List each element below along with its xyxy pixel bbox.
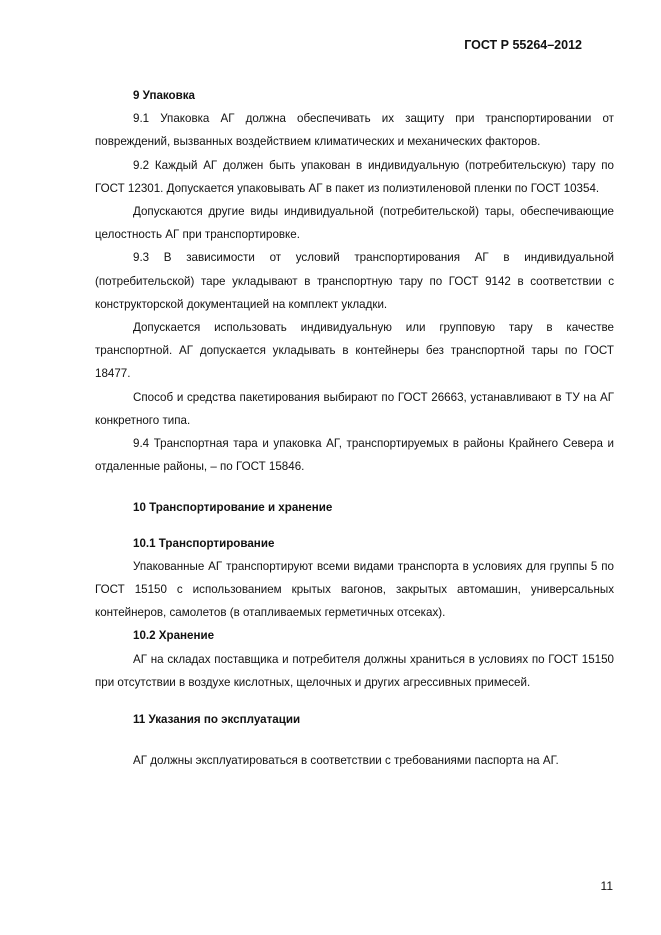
section-11-title: 11 Указания по эксплуатации xyxy=(133,713,301,727)
document-code-header: ГОСТ Р 55264–2012 xyxy=(464,38,582,52)
paragraph-9-2: 9.2 Каждый АГ должен быть упакован в индивидуальную (потребительскую) тару по ГОСТ 12301. Допускается упаковывать АГ в пакет из полиэтиленовой пленки по ГОСТ 10354. xyxy=(95,158,614,195)
paragraph-11: АГ должны эксплуатироваться в соответствии с требованиями паспорта на АГ. xyxy=(133,754,559,768)
paragraph-10-1: Упакованные АГ транспортируют всеми видами транспорта в условиях для группы 5 по ГОСТ 15150 с использованием крытых вагонов, закрытых автомашин, универсальных контейнеров, самолетов (в отапливаемых герметичных отсеках). xyxy=(95,559,614,620)
section-10-1-title: 10.1 Транспортирование xyxy=(133,536,275,550)
section-9-title: 9 Упаковка xyxy=(133,89,195,102)
paragraph-9-2-continued: Допускаются другие виды индивидуальной (потребительской) тары, обеспечивающие целостность АГ при транспортировке. xyxy=(95,205,614,242)
paragraph-9-4: 9.4 Транспортная тара и упаковка АГ, транспортируемых в районы Крайнего Севера и отдаленные районы, – по ГОСТ 15846. xyxy=(95,437,614,474)
section-10-2-title: 10.2 Хранение xyxy=(133,629,215,643)
section-10-title: 10 Транспортирование и хранение xyxy=(133,501,333,515)
paragraph-9-3-packaging: Способ и средства пакетирования выбирают по ГОСТ 26663, устанавливают в ТУ на АГ конкретного типа. xyxy=(95,390,614,427)
paragraph-9-3-continued: Допускается использовать индивидуальную или групповую тару в качестве транспортной. АГ допускается укладывать в контейнеры без транспортной тары по ГОСТ 18477. xyxy=(95,321,614,381)
paragraph-9-3: 9.3 В зависимости от условий транспортирования АГ в индивидуальной (потребительской) таре укладывают в транспортную тару по ГОСТ 9142 в соответствии с конструкторской документацией на комплект укладки. xyxy=(95,251,614,311)
page-number: 11 xyxy=(600,879,613,893)
document-body xyxy=(95,84,614,772)
paragraph-9-1: 9.1 Упаковка АГ должна обеспечивать их защиту при транспортировании от повреждений, вызванных воздействием климатических и механических факторов. xyxy=(95,112,614,149)
paragraph-10-2: АГ на складах поставщика и потребителя должны храниться в условиях по ГОСТ 15150 при отсутствии в воздухе кислотных, щелочных и других агрессивных примесей. xyxy=(95,652,614,689)
